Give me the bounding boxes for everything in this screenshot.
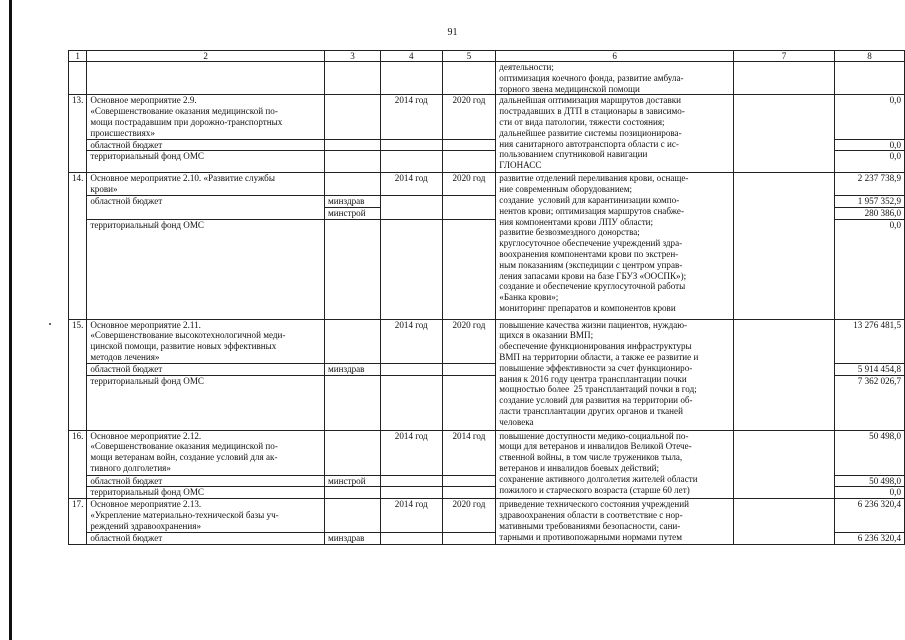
- table-row-14: [69, 173, 905, 196]
- start-year: 2014 год: [380, 173, 442, 196]
- funding-source: территориальный фонд ОМС: [87, 375, 325, 430]
- end-year: 2020 год: [442, 95, 496, 139]
- header-cell: 4: [380, 51, 442, 62]
- amount-total: 13 276 481,5: [835, 319, 905, 363]
- executor: минздрав: [325, 363, 381, 375]
- amount: 0,0: [835, 487, 905, 499]
- row-number: 17.: [69, 499, 87, 545]
- start-year: 2014 год: [380, 95, 442, 139]
- amount: 6 236 320,4: [835, 533, 905, 545]
- header-cell: 8: [835, 51, 905, 62]
- expected-results: дальнейшая оптимизация маршрутов доставки пострадавших в ДТП в стационары в зависимо- сти от вида патологии, тяжести состояния; дальнейшее развитие системы позиционирова- ния санитарного автотранспорта области с ис- пользованием спутниковой навигации ГЛОНАСС: [496, 95, 734, 173]
- amount-total: 2 237 738,9: [835, 173, 905, 196]
- executor: минстрой: [325, 207, 381, 219]
- start-year: 2014 год: [380, 430, 442, 475]
- measure-title: Основное мероприятие 2.12. «Совершенствование оказания медицинской по- мощи ветеранам войн, создание условий для ак- тивного долголетия»: [87, 430, 325, 475]
- amount: 0,0: [835, 151, 905, 173]
- table-row-17: [69, 499, 905, 533]
- table-row-13: [69, 95, 905, 139]
- amount: 280 386,0: [835, 207, 905, 219]
- amount: 1 957 352,9: [835, 195, 905, 207]
- row-number: 14.: [69, 173, 87, 319]
- row-number: 15.: [69, 319, 87, 430]
- end-year: 2020 год: [442, 173, 496, 196]
- executor: минстрой: [325, 475, 381, 487]
- measure-title: Основное мероприятие 2.9. «Совершенствование оказания медицинской по- мощи пострадавшим при дорожно-транспортных происшествиях»: [87, 95, 325, 139]
- start-year: 2014 год: [380, 319, 442, 363]
- funding-source: областной бюджет: [87, 533, 325, 545]
- amount-total: 50 498,0: [835, 430, 905, 475]
- end-year: 2014 год: [442, 430, 496, 475]
- amount: 5 914 454,8: [835, 363, 905, 375]
- amount: 0,0: [835, 139, 905, 151]
- measure-title: Основное мероприятие 2.11. «Совершенствование высокотехнологичной меди- цинской помощи, развитие новых эффективных методов лечения»: [87, 319, 325, 363]
- funding-source: территориальный фонд ОМС: [87, 487, 325, 499]
- expected-results: повышение доступности медико-социальной по- мощи для ветеранов и инвалидов Великой Отече- ственной войны, в том числе тружеников тыла, ветеранов и инвалидов боевых действий; сохранение активного долголетия жителей области пожилого и старческого возраста (старше 60 лет): [496, 430, 734, 499]
- end-year: 2020 год: [442, 499, 496, 533]
- header-cell: 2: [87, 51, 325, 62]
- scan-dot: [49, 323, 51, 325]
- expected-results: развитие отделений переливания крови, оснаще- ние современным оборудованием; создание условий для карантинизации компо- нентов крови; оптимизация маршрутов снабже- ния компонентами крови ЛПУ области; развитие безвозмездного донорства; круглосуточное обеспечение учреждений здра- воохранения компонентами крови по экстрен- ным показаниям (экспедиции с центром управ- ления запасами крови на базе ГБУЗ «ООСПК»); создание и обеспечение круглосуточной работы «Банка крови»; мониторинг препаратов и компонентов крови: [496, 173, 734, 319]
- executor: минздрав: [325, 533, 381, 545]
- row-number: 16.: [69, 430, 87, 499]
- header-cell: 1: [69, 51, 87, 62]
- header-cell: 7: [733, 51, 834, 62]
- row-number: 13.: [69, 95, 87, 173]
- funding-source: территориальный фонд ОМС: [87, 151, 325, 173]
- expected-results: деятельности; оптимизация коечного фонда, развитие амбула- торного звена медицинской помощи: [496, 62, 734, 95]
- amount-total: 0,0: [835, 95, 905, 139]
- amount-total: 6 236 320,4: [835, 499, 905, 533]
- header-row: [69, 51, 905, 62]
- measure-title: Основное мероприятие 2.13. «Укрепление материально-технической базы уч- реждений здравоохранения»: [87, 499, 325, 533]
- table-row-15: [69, 319, 905, 363]
- executor: минздрав: [325, 195, 381, 207]
- program-table: [68, 50, 905, 545]
- expected-results: повышение качества жизни пациентов, нуждаю- щихся в оказании ВМП; обеспечение функционирования инфраструктуры ВМП на территории области, а также ее развитие и повышение эффективности за счет функциониро- вания к 2016 году центра трансплантации почки мощностью более 25 трансплантаций почки в год; создание условий для развития на территории об- ласти трансплантации других органов и тканей человека: [496, 319, 734, 430]
- funding-source: областной бюджет: [87, 363, 325, 375]
- funding-source: областной бюджет: [87, 195, 325, 219]
- amount: 0,0: [835, 219, 905, 319]
- header-cell: 6: [496, 51, 734, 62]
- funding-source: областной бюджет: [87, 139, 325, 151]
- end-year: 2020 год: [442, 319, 496, 363]
- amount: 7 362 026,7: [835, 375, 905, 430]
- amount: 50 498,0: [835, 475, 905, 487]
- header-cell: 5: [442, 51, 496, 62]
- scan-edge-bar: [9, 0, 12, 640]
- start-year: 2014 год: [380, 499, 442, 533]
- expected-results: приведение технического состояния учреждений здравоохранения области в соответствие с нор- мативными требованиями безопасности, сани- тарными и противопожарными нормами путем: [496, 499, 734, 545]
- funding-source: территориальный фонд ОМС: [87, 219, 325, 319]
- page-number: 91: [447, 27, 458, 38]
- table-row-16: [69, 430, 905, 475]
- header-cell: 3: [325, 51, 381, 62]
- funding-source: областной бюджет: [87, 475, 325, 487]
- measure-title: Основное мероприятие 2.10. «Развитие службы крови»: [87, 173, 325, 196]
- table-row-continuation: [69, 62, 905, 95]
